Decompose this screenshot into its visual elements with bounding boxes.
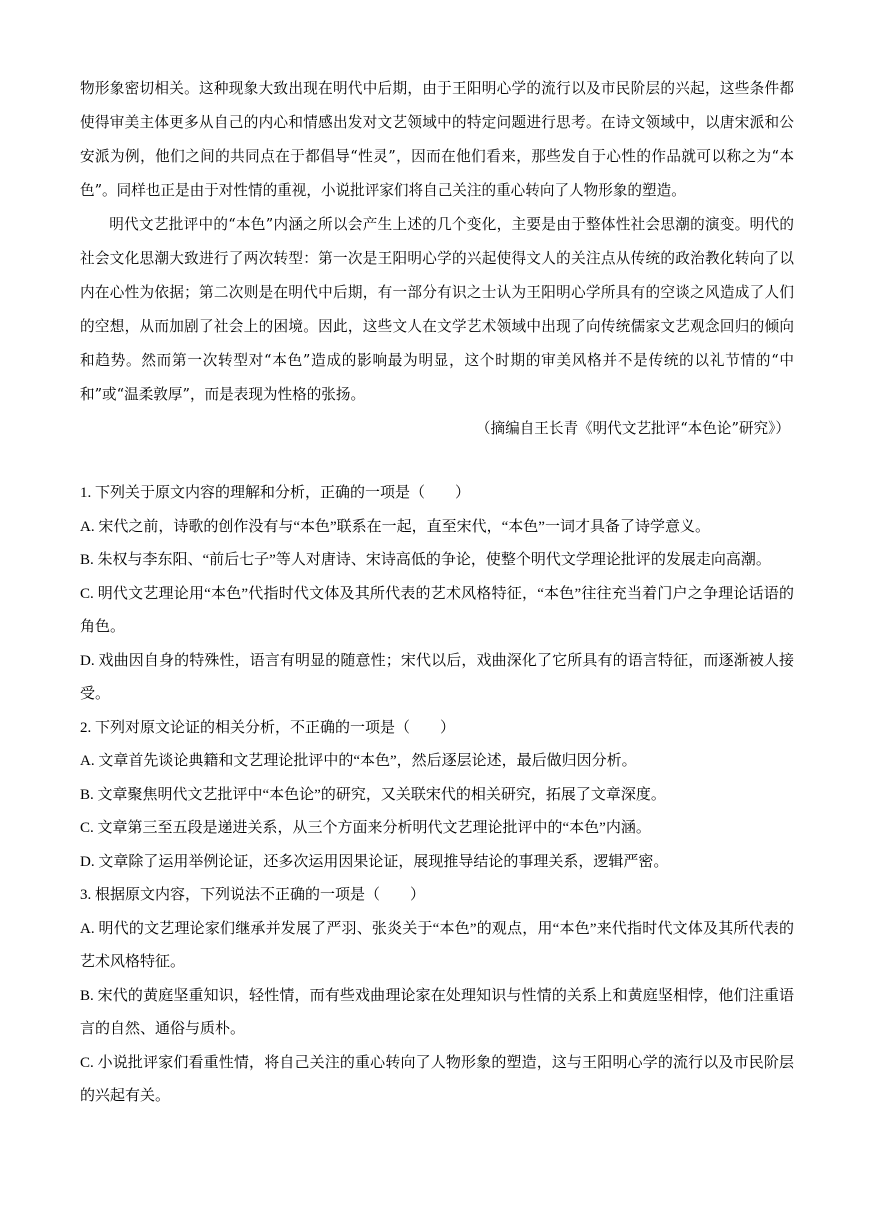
option-a[interactable]: A. 明代的文艺理论家们继承并发展了严羽、张炎关于“本色”的观点，用“本色”来代指时代文体及其所代表的艺术风格特征。	[80, 920, 794, 970]
option-a[interactable]: A. 宋代之前，诗歌的创作没有与“本色”联系在一起，直至宋代，“本色”一词才具备了诗学意义。	[80, 518, 710, 535]
question-1	[80, 477, 794, 712]
option-b[interactable]: B. 宋代的黄庭坚重知识，轻性情，而有些戏曲理论家在处理知识与性情的关系上和黄庭坚相悖，他们注重语言的自然、通俗与质朴。	[80, 987, 794, 1037]
option-b[interactable]: B. 朱权与李东阳、“前后七子”等人对唐诗、宋诗高低的争论，使整个明代文学理论批评的发展走向高潮。	[80, 552, 771, 568]
question-list	[80, 477, 794, 1114]
option-a[interactable]: A. 文章首先谈论典籍和文艺理论批评中的“本色”，然后逐层论述，最后做归因分析。	[80, 753, 637, 769]
question-stem: 2. 下列对原文论证的相关分析，不正确的一项是（ ）	[80, 719, 456, 736]
question-3	[80, 879, 794, 1114]
option-d[interactable]: D. 戏曲因自身的特殊性，语言有明显的随意性；宋代以后，戏曲深化了它所具有的语言特征，而逐渐被人接受。	[80, 652, 794, 702]
option-c[interactable]: C. 小说批评家们看重性情，将自己关注的重心转向了人物形象的塑造，这与王阳明心学的流行以及市民阶层的兴起有关。	[80, 1054, 794, 1104]
question-stem: 3. 根据原文内容，下列说法不正确的一项是（ ）	[80, 887, 426, 903]
reading-passage	[80, 72, 794, 446]
option-b[interactable]: B. 文章聚焦明代文艺批评中“本色论”的研究，又关联宋代的相关研究，拓展了文章深度。	[80, 786, 666, 803]
question-2	[80, 712, 794, 880]
option-d[interactable]: D. 文章除了运用举例论证，还多次运用因果论证，展现推导结论的事理关系，逻辑严密。	[80, 853, 669, 870]
passage-paragraph: 物形象密切相关。这种现象大致出现在明代中后期，由于王阳明心学的流行以及市民阶层的兴起，这些条件都使得审美主体更多从自己的内心和情感出发对文艺领域中的特定问题进行思考。在诗文领域中，以唐宋派和公安派为例，他们之间的共同点在于都倡导“性灵”，因而在他们看来，那些发自于心性的作品就可以称之为“本色”。同样也正是由于对性情的重视，小说批评家们将自己关注的重心转向了人物形象的塑造。	[80, 80, 794, 199]
option-c[interactable]: C. 文章第三至五段是递进关系，从三个方面来分析明代文艺理论批评中的“本色”内涵。	[80, 820, 651, 836]
passage-source: （摘编自王长青《明代文艺批评“本色论”研究》）	[475, 420, 790, 437]
passage-paragraph: 明代文艺批评中的“本色”内涵之所以会产生上述的几个变化，主要是由于整体性社会思潮的演变。明代的社会文化思潮大致进行了两次转型：第一次是王阳明心学的兴起使得文人的关注点从传统的政治教化转向了以内在心性为依据；第二次则是在明代中后期，有一部分有识之士认为王阳明心学所具有的空谈之风造成了人们的空想，从而加剧了社会上的困境。因此，这些文人在文学艺术领域中出现了向传统儒家文艺观念回归的倾向和趋势。然而第一次转型对“本色”造成的影响最为明显，这个时期的审美风格并不是传统的以礼节情的“中和”或“温柔敦厚”，而是表现为性格的张扬。	[80, 216, 794, 403]
option-c[interactable]: C. 明代文艺理论用“本色”代指时代文体及其所代表的艺术风格特征，“本色”往往充当着门户之争理论话语的角色。	[80, 585, 794, 635]
question-stem: 1. 下列关于原文内容的理解和分析，正确的一项是（ ）	[80, 485, 471, 501]
